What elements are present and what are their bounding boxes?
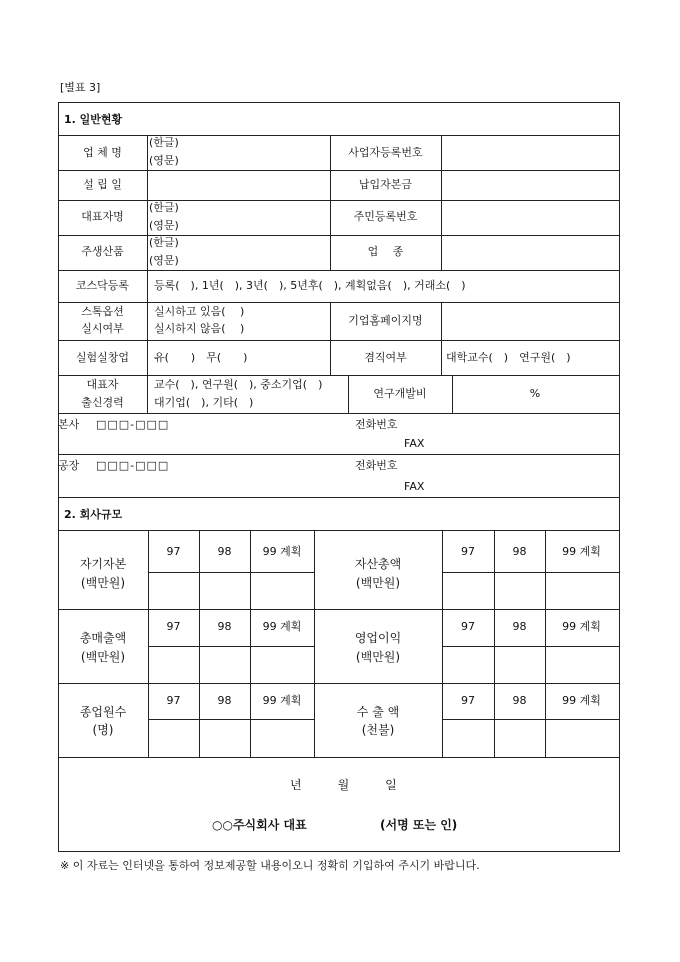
footnote: ※ 이 자료는 인터넷을 통하여 정보제공할 내용이오니 정확히 기입하여 주시기 바랍니다.	[60, 859, 480, 872]
label-rnd-cost: 연구개발비	[373, 387, 427, 400]
label-company-name: 업 체 명	[83, 146, 122, 159]
exports-98: 98	[512, 694, 527, 707]
label-kosdaq: 코스닥등록	[75, 279, 130, 292]
exports-97: 97	[461, 694, 475, 707]
label-industry: 업 종	[367, 245, 404, 258]
stock-option-no: 실시하지 않음( )	[154, 322, 245, 335]
factory-fax-label: FAX	[404, 480, 425, 493]
kosdaq-options: 등록( ), 1년( ), 3년( ), 5년후( ), 계획없음( ), 거래소( )	[154, 279, 466, 292]
signature-date: 년 월 일	[290, 778, 397, 792]
employees-99: 99 계획	[262, 694, 302, 707]
background-line2: 대기업( ), 기타( )	[154, 396, 254, 409]
label-equity-1: 자기자본	[79, 557, 127, 571]
hq-zipcode: □□□-□□□	[96, 418, 170, 431]
label-total-assets-1: 자산총액	[354, 557, 402, 571]
ceo-name-english: (영문)	[149, 219, 179, 232]
profit-97: 97	[461, 620, 475, 633]
company-name-english: (영문)	[149, 154, 179, 167]
section1-title: 1. 일반현황	[64, 113, 123, 126]
product-english: (영문)	[149, 254, 179, 267]
label-op-profit-1: 영업이익	[354, 631, 402, 645]
company-name-korean: (한글)	[149, 136, 179, 149]
label-homepage: 기업홈페이지명	[348, 314, 423, 327]
hq-fax-label: FAX	[404, 437, 425, 450]
label-paid-in-capital: 납입자본금	[358, 178, 413, 191]
label-stock-option-2: 실시여부	[81, 322, 124, 335]
label-total-sales-2: (백만원)	[80, 650, 126, 664]
hq-phone-label: 전화번호	[355, 418, 398, 431]
lab-options: 유( ) 무( )	[154, 351, 248, 364]
label-concurrent: 겸직여부	[364, 351, 407, 364]
signature-company: ○○주식회사 대표	[212, 818, 307, 832]
label-employees-2: (명)	[92, 723, 114, 737]
label-total-assets-2: (백만원)	[355, 576, 401, 590]
equity-99: 99 계획	[262, 545, 302, 558]
product-korean: (한글)	[149, 236, 179, 249]
signature-sign: (서명 또는 인)	[380, 818, 458, 832]
assets-99: 99 계획	[562, 545, 601, 558]
employees-98: 98	[217, 694, 232, 707]
label-stock-option-1: 스톡옵션	[81, 305, 124, 318]
background-line1: 교수( ), 연구원( ), 중소기업( )	[154, 378, 323, 391]
label-biz-reg-no: 사업자등록번호	[348, 146, 423, 159]
exports-99: 99 계획	[562, 694, 601, 707]
label-total-sales-1: 총매출액	[79, 631, 127, 645]
assets-97: 97	[461, 545, 475, 558]
factory-phone-label: 전화번호	[355, 459, 398, 472]
profit-99: 99 계획	[562, 620, 601, 633]
ceo-name-korean: (한글)	[149, 201, 179, 214]
employees-97: 97	[166, 694, 181, 707]
sales-99: 99 계획	[262, 620, 302, 633]
label-ceo-background-2: 출신경력	[81, 396, 124, 409]
label-established: 설 립 일	[83, 178, 122, 191]
label-factory: 공장	[58, 459, 80, 472]
stock-option-yes: 실시하고 있음( )	[154, 305, 245, 318]
label-ceo-name: 대표자명	[81, 210, 124, 223]
rnd-percent: %	[529, 387, 541, 400]
label-hq: 본사	[58, 418, 80, 431]
label-employees-1: 종업원수	[79, 705, 127, 719]
equity-98: 98	[217, 545, 232, 558]
label-equity-2: (백만원)	[80, 576, 126, 590]
label-ceo-background-1: 대표자	[86, 378, 119, 391]
label-exports-2: (천불)	[361, 723, 395, 737]
section2-title: 2. 회사규모	[64, 508, 123, 521]
equity-97: 97	[166, 545, 181, 558]
label-resident-no: 주민등록번호	[353, 210, 418, 223]
annex-label: [별표 3]	[60, 81, 101, 94]
assets-98: 98	[512, 545, 527, 558]
label-main-product: 주생산품	[81, 245, 124, 258]
profit-98: 98	[512, 620, 527, 633]
concurrent-options: 대학교수( ) 연구원( )	[446, 351, 571, 364]
sales-98: 98	[217, 620, 232, 633]
sales-97: 97	[166, 620, 181, 633]
label-op-profit-2: (백만원)	[355, 650, 401, 664]
label-exports-1: 수 출 액	[356, 705, 400, 719]
factory-zipcode: □□□-□□□	[96, 459, 170, 472]
label-lab-startup: 실험실창업	[75, 351, 130, 364]
